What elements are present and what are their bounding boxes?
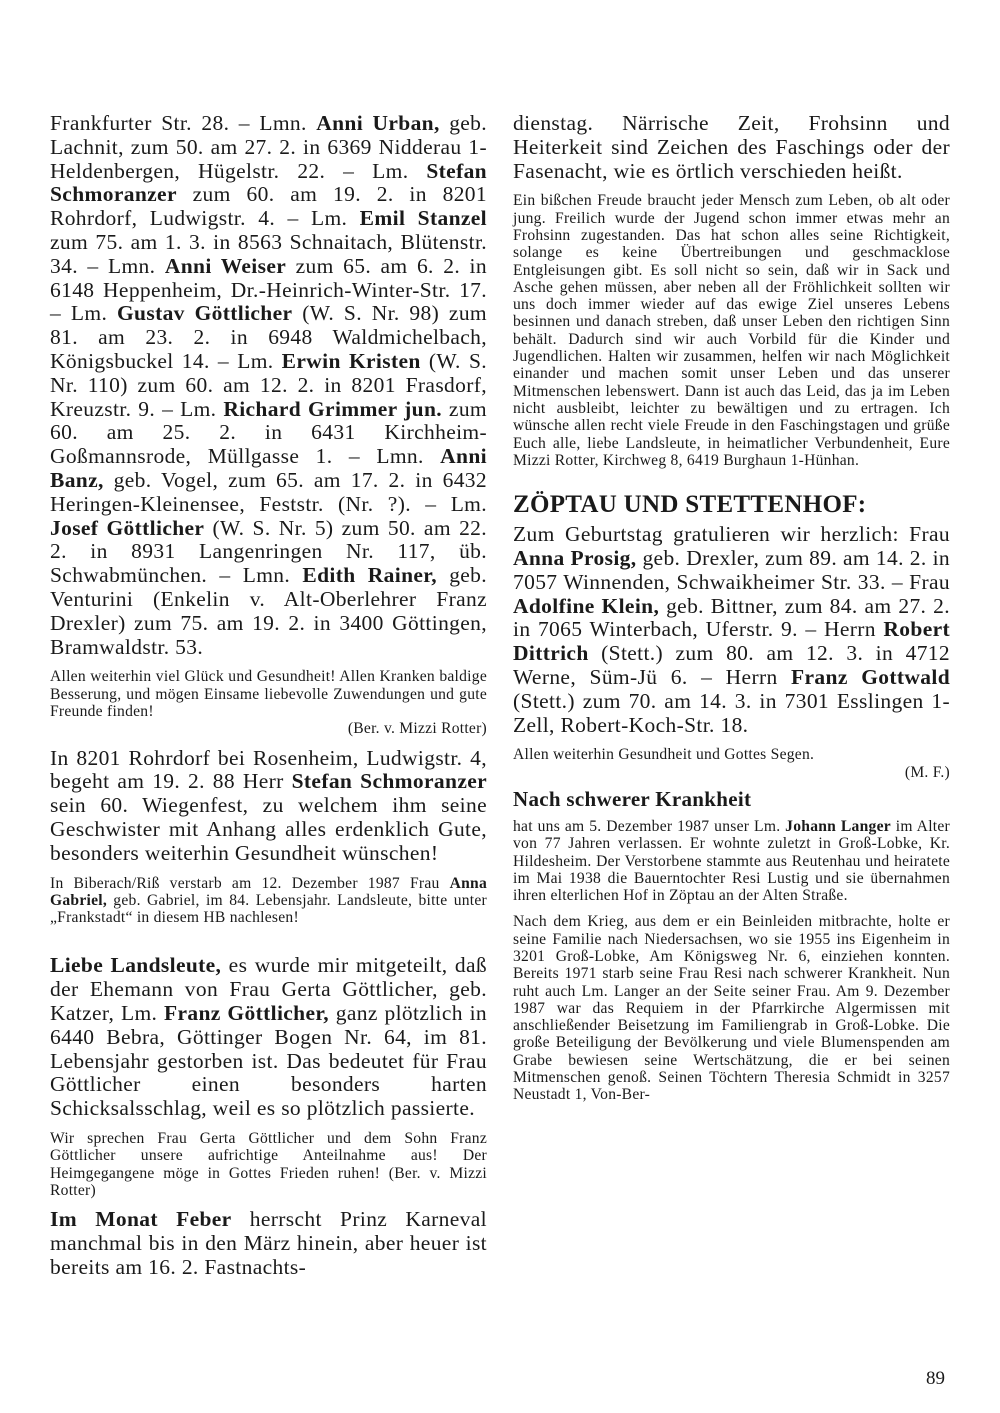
obituary-heading: Nach schwerer Krankheit <box>513 786 752 811</box>
text-run: zum 60. am 19. 2. in 8201 Rohrdorf, Ludwigstr. 4. – Lm. <box>50 182 487 231</box>
section-heading: ZÖPTAU UND STETTENHOF: <box>513 491 867 519</box>
bold-name: Franz Göttlicher, <box>164 1000 330 1025</box>
bold-name: Emil Stanzel <box>359 206 488 231</box>
text-run: Wir sprechen Frau Gerta Göttlicher und dem Sohn Franz Göttlicher unsere aufrichtige Anteilnahme aus! Der Heimgegangene möge in Gottes Frieden ruhen! (Ber. v. Mizzi Rotter) <box>50 1129 487 1199</box>
right-column <box>513 112 950 1104</box>
text-run: (W. S. Nr. 98) zum 81. am 23. 2. in 6948 Waldmichelbach, Königsbuckel 14. – Lm. <box>50 301 487 373</box>
bold-name: Stefan Schmoranzer <box>291 769 487 794</box>
text-run: (Ber. v. Mizzi Rotter) <box>347 720 487 738</box>
text-run: Allen weiterhin viel Glück und Gesundheit! Allen Kranken baldige Besserung, und mögen Einsame liebevolle Zuwendungen und gute Freunde finden! <box>50 668 487 720</box>
bold-name: Erwin Kristen <box>281 348 421 373</box>
text-run: (M. F.) <box>904 763 950 781</box>
text-run: zum 75. am 1. 3. in 8563 Schnaitach, Blütenstr. 34. – Lmn. <box>50 229 487 278</box>
text-run: hat uns am 5. Dezember 1987 unser Lm. <box>513 817 786 835</box>
paragraph <box>50 1130 487 1199</box>
paragraph <box>50 720 487 737</box>
obituary-text <box>513 818 950 1104</box>
text-run: geb. Bittner, zum 84. am 27. 2. in 7065 Winterbach, Uferstr. 9. – Herrn <box>513 593 950 642</box>
bold-name: Edith Rainer, <box>302 563 437 588</box>
text-run: im Alter von 77 Jahren verlassen. Er wohnte zuletzt in Groß-Lobke, Kr. Hildesheim. Der Verstorbene stammte aus Reutenhau und heiratete im Mai 1938 die Bauerntochter Resi Lustig und sie übernahmen ihren elterlichen Hof in Zöptau an der Alten Straße. <box>513 817 950 905</box>
text-run: ganz plötzlich in 6440 Bebra, Göttinger Bogen Nr. 64, im 81. Lebensjahr gestorben ist. Das bedeutet für Frau Göttlicher einen besonders harten Schicksalsschlag, weil es so plötzlich passierte. <box>50 1000 488 1121</box>
bold-name: Johann Langer <box>785 817 891 835</box>
text-run: Nach dem Krieg, aus dem er ein Beinleiden mitbrachte, holte er seine Familie nach Niedersachsen, wo sie 1955 ins Eigenheim in 3201 Groß-Lobke, Am Königsweg Nr. 6, einziehen konnten. Bereits 1971 starb seine Frau Resi nach schwerer Krankheit. Nun ruht auch Lm. Langer an der Seite seiner Frau. Am 9. Dezember 1987 war das Requiem in der Pfarrkirche Algermissen mit anschließender Beisetzung im Familiengrab in Groß-Lobke. Die große Beteiligung der Bevölkerung und viele Blumenspenden am Grabe bewiesen seine Wertschätzung, die er bei seinen Mitmenschen genoß. Seinen Töchtern Theresia Schmidt in 3257 Neustadt 1, Von-Ber- <box>513 913 950 1104</box>
bold-name: Im Monat Feber <box>50 1207 232 1232</box>
text-run: geb. Venturini (Enkelin v. Alt-Oberlehrer Franz Drexler) zum 75. am 19. 2. in 3400 Göttingen, Bramwaldstr. 53. <box>50 563 488 659</box>
text-run: Frankfurter Str. 28. – Lmn. <box>50 111 317 135</box>
page-number: 89 <box>926 1368 945 1389</box>
paragraph <box>50 954 487 1121</box>
bold-name: Anni Weiser <box>164 253 287 278</box>
bold-name: Anni Banz, <box>50 444 487 492</box>
bold-name: Adolfine Klein, <box>513 593 660 618</box>
text-run: In 8201 Rohrdorf bei Rosenheim, Ludwigstr. 4, begeht am 19. 2. 88 Herr <box>50 745 487 794</box>
bold-name: Gustav Göttlicher <box>116 301 293 326</box>
bold-name: Anni Urban, <box>316 111 440 135</box>
paragraph <box>50 747 487 866</box>
bold-name: Anna Gabriel, <box>50 874 487 909</box>
paragraph <box>513 913 950 1103</box>
bold-name: Anna Prosig, <box>513 545 637 570</box>
paragraph <box>50 668 487 720</box>
paragraph <box>513 818 950 904</box>
bold-name: Josef Göttlicher <box>50 515 205 540</box>
birthday-section <box>513 523 950 781</box>
text-run: (Stett.) zum 80. am 12. 3. in 4712 Werne, Süm-Jü 6. – Herrn <box>513 641 950 689</box>
text-run: geb. Vogel, zum 65. am 17. 2. in 6432 Heringen-Kleinensee, Feststr. (Nr. ?). – Lm. <box>50 467 487 516</box>
text-run: sein 60. Wiegenfest, zu welchem ihm seine Geschwister mit Anhang alles erdenklich Gute, besonders weiterhin Gesundheit wünschen! <box>50 793 487 865</box>
paragraph <box>513 112 950 183</box>
text-run: Ein bißchen Freude braucht jeder Mensch zum Leben, ob alt oder jung. Freilich wurde der Jugend schon immer etwas mehr an Frohsinn zugestanden. Das hat schon alles seine Richtigkeit, solange es keine Übertreibungen und geschmacklose Entgleisungen gibt. Es soll nicht so sein, daß wir in Sack und Asche gehen müssen, aber neben all der Fröhlichkeit sollten wir uns doch immer wieder auf das ewige Ziel unseres Lebens besinnen und danach streben, daß unser Leben den richtigen Sinn behält. Dadurch sind wir auch Vorbild für die Kinder und Jugendlichen. Halten wir zusammen, helfen wir nach Möglichkeit einander und machen somit unser Leben und das unserer Mitmenschen lebenswert. Dann ist auch das Leid, das ja im Leben nicht ausbleibt, leichter zu bewältigen und zu ertragen. Ich wünsche allen recht viele Freude in den Faschingstagen und grüße Euch alle, liebe Landsleute, in heimatlicher Verbundenheit, Eure Mizzi Rotter, Kirchweg 8, 6419 Burghaun 1-Hünhan. <box>513 192 950 469</box>
paragraph <box>513 764 950 781</box>
text-run: In Biberach/Riß verstarb am 12. Dezember 1987 Frau <box>50 874 450 892</box>
bold-name: Franz Gottwald <box>791 664 950 689</box>
paragraph <box>513 746 950 763</box>
text-run: Allen weiterhin Gesundheit und Gottes Segen. <box>513 746 815 764</box>
text-run: (Stett.) zum 70. am 14. 3. in 7301 Esslingen 1-Zell, Robert-Koch-Str. 18. <box>513 688 950 737</box>
text-run: geb. Lachnit, zum 50. am 27. 2. in 6369 Nidderau 1-Heldenbergen, Hügelstr. 22. – Lm. <box>50 111 488 183</box>
text-run: herrscht Prinz Karneval manchmal bis in den März hinein, aber heuer ist bereits am 16. 2. Fastnachts- <box>50 1207 487 1279</box>
text-run: dienstag. Närrische Zeit, Frohsinn und Heiterkeit sind Zeichen des Faschings oder der Fasenacht, wie es örtlich verschieden heißt. <box>513 111 950 183</box>
text-run: (W. S. Nr. 110) zum 60. am 12. 2. in 8201 Frasdorf, Kreuzstr. 9. – Lm. <box>50 348 487 421</box>
text-run: geb. Drexler, zum 89. am 14. 2. in 7057 Winnenden, Schwaikheimer Str. 33. – Frau <box>513 545 950 594</box>
paragraph <box>50 112 487 659</box>
paragraph <box>50 875 487 927</box>
text-run: Zum Geburtstag gratulieren wir herzlich: Frau <box>513 522 950 547</box>
text-run: geb. Gabriel, im 84. Lebensjahr. Landsleute, bitte unter „Frankstadt“ in diesem HB nachlesen! <box>50 891 487 927</box>
text-run: es wurde mir mitgeteilt, daß der Ehemann von Frau Gerta Göttlicher, geb. Katzer, Lm. <box>50 953 487 1025</box>
carnival-article <box>513 112 950 469</box>
text-run: (W. S. Nr. 5) zum 50. am 22. 2. in 8931 Langenringen Nr. 117, üb. Schwabmünchen. – Lmn. <box>50 515 487 588</box>
text-run: zum 60. am 25. 2. in 6431 Kirchheim-Goßmannsrode, Müllgasse 1. – Lmn. <box>50 396 487 469</box>
paragraph <box>50 1208 487 1279</box>
bold-name: Stefan Schmoranzer <box>50 158 487 207</box>
left-column <box>50 112 487 1280</box>
bold-name: Richard Grimmer jun. <box>223 396 442 421</box>
paragraph <box>513 192 950 469</box>
bold-name: Robert Dittrich <box>513 617 950 666</box>
paragraph <box>513 523 950 737</box>
bold-name: Liebe Landsleute, <box>50 953 222 978</box>
text-run: zum 65. am 6. 2. in 6148 Heppenheim, Dr.-Heinrich-Winter-Str. 17. – Lm. <box>50 253 487 326</box>
